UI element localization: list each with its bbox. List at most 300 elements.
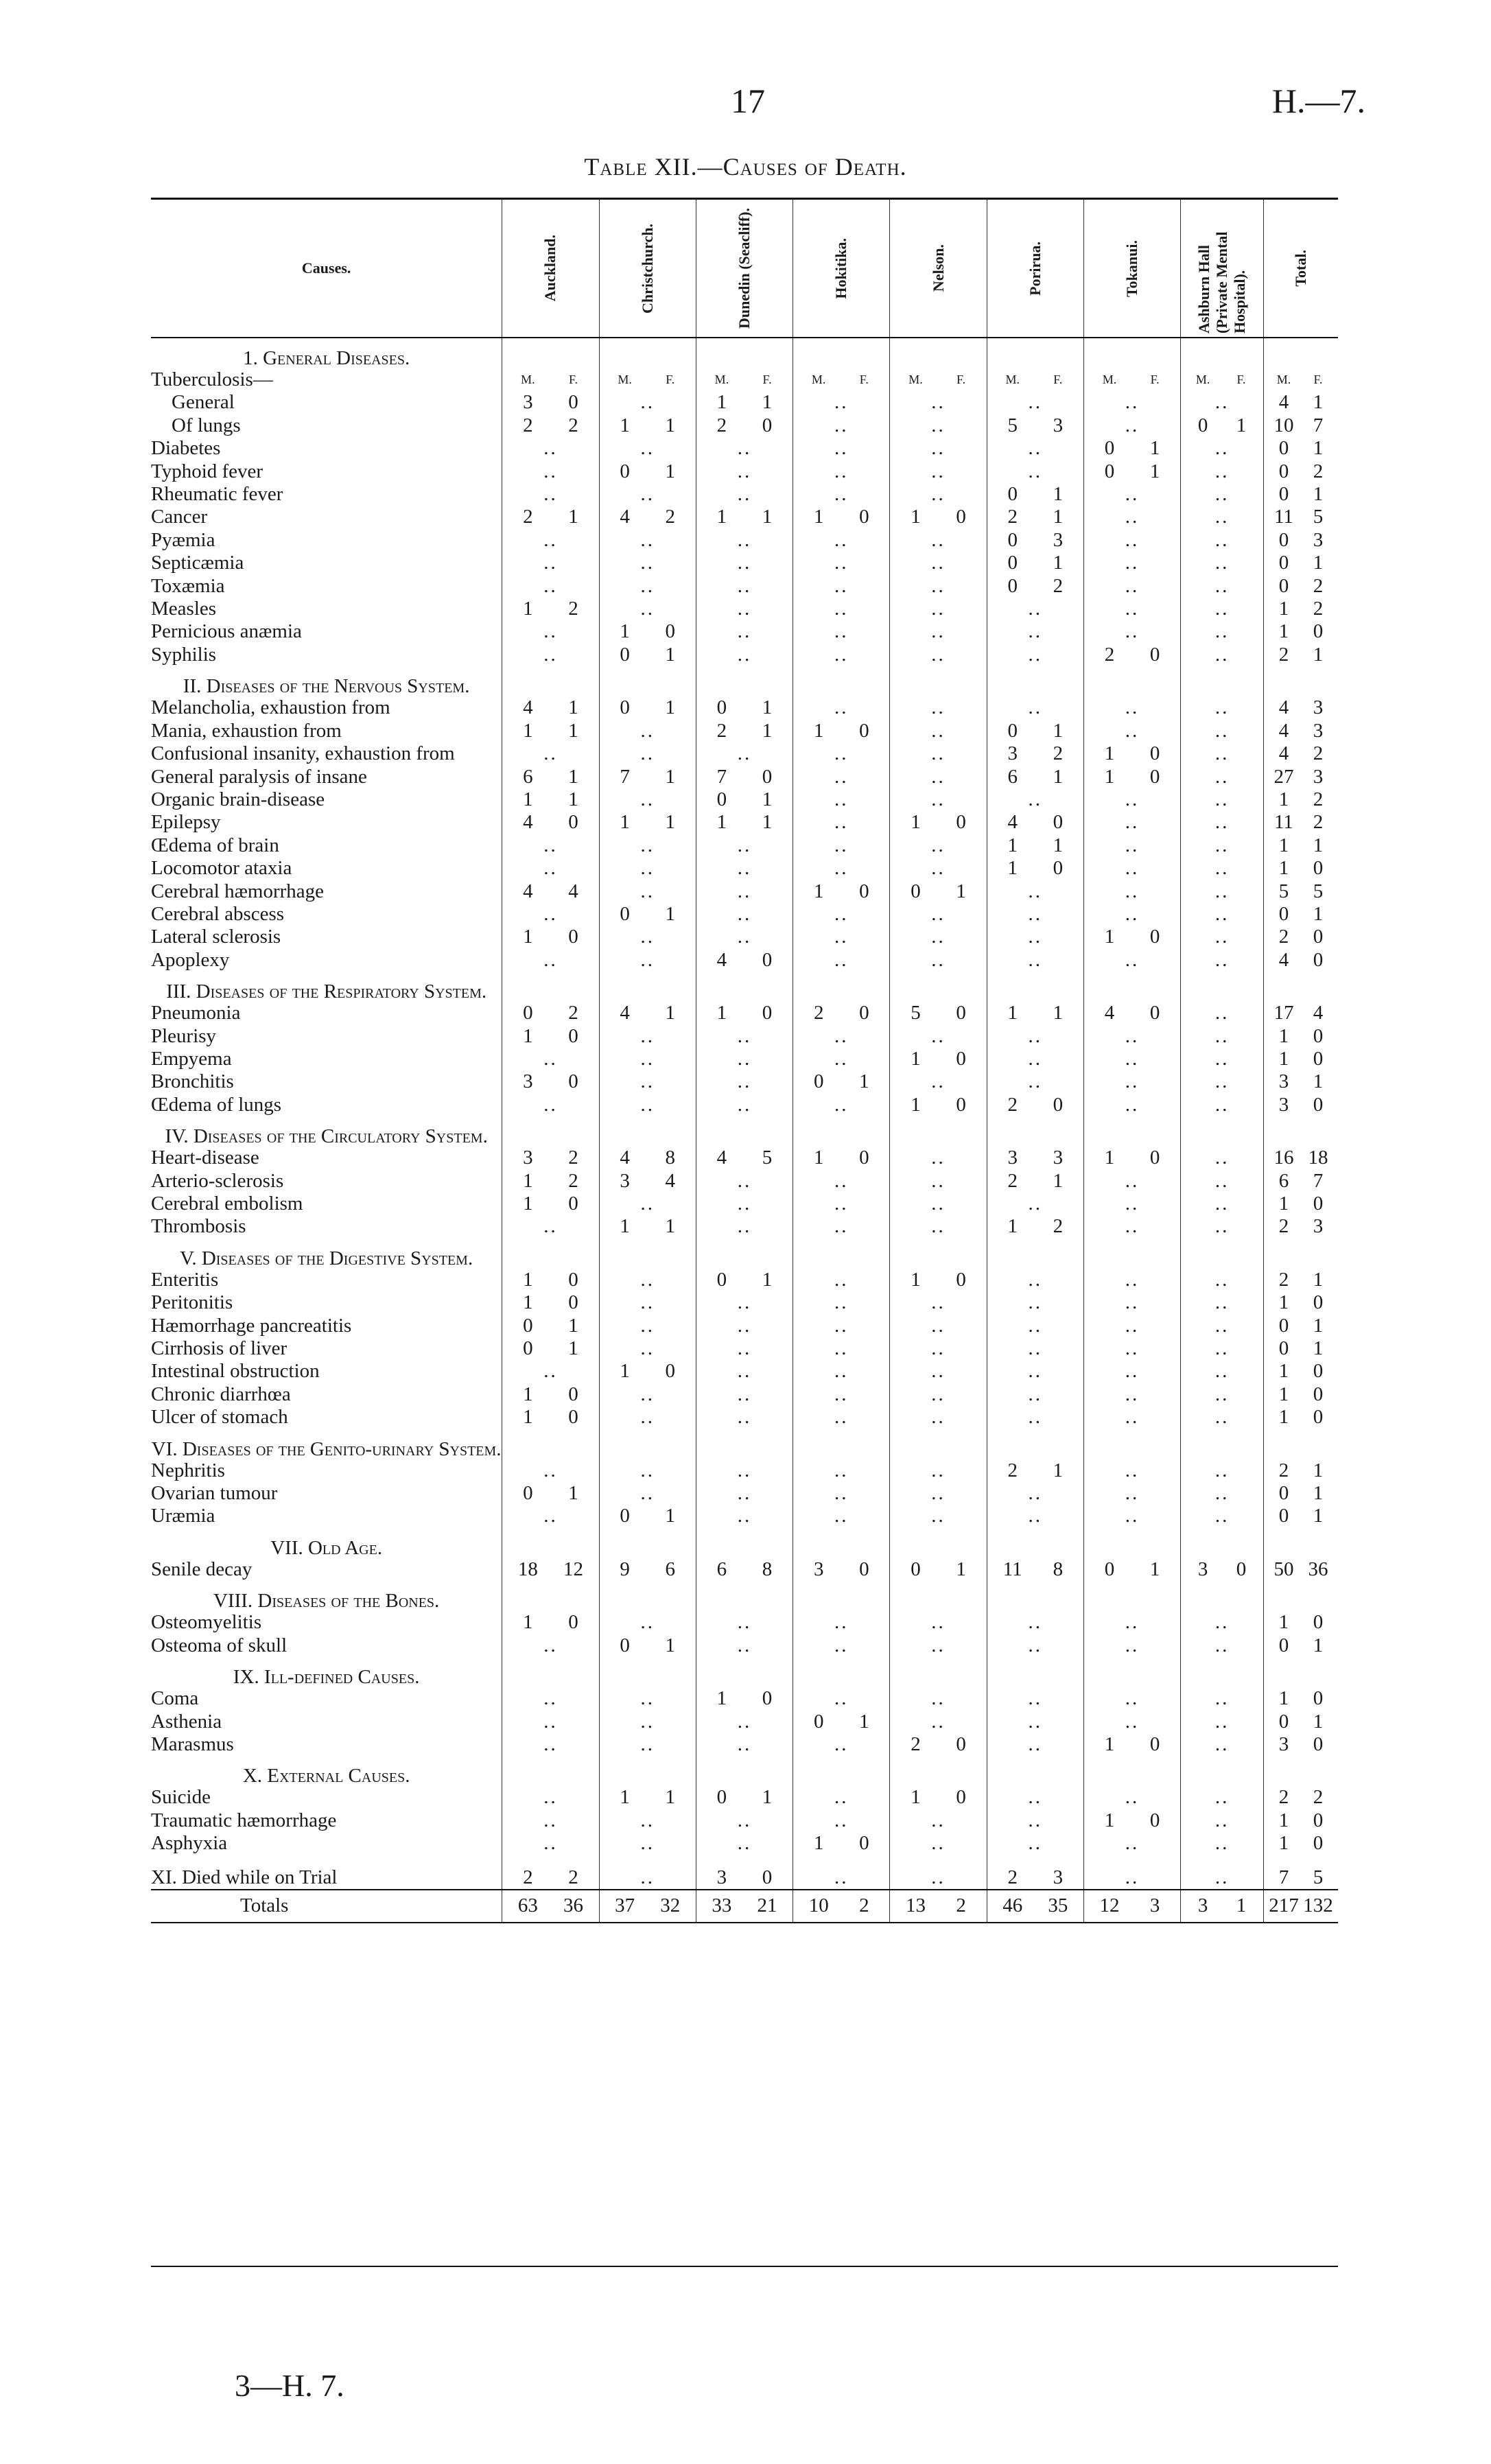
male-count: 1	[911, 1093, 921, 1116]
no-entry-dots: ..	[640, 1611, 655, 1634]
female-count: 1	[665, 696, 676, 719]
mf-value-pair	[600, 1482, 696, 1505]
table-row	[151, 1147, 1338, 1169]
mf-value-pair	[600, 620, 696, 643]
no-entry-dots: ..	[1214, 926, 1230, 948]
value-cell	[1083, 1383, 1180, 1406]
no-entry-dots: ..	[1214, 1093, 1230, 1116]
female-count: 0	[568, 1024, 578, 1047]
no-entry-dots: ..	[737, 1406, 752, 1429]
value-cell	[890, 720, 987, 742]
value-cell	[987, 857, 1083, 880]
value-cell	[599, 903, 696, 926]
female-count: 2	[1313, 460, 1324, 482]
female-count: 1	[1149, 1558, 1160, 1580]
mf-value-pair	[696, 1505, 793, 1527]
value-cell	[890, 903, 987, 926]
female-count: 0	[762, 414, 773, 436]
mf-value-pair	[502, 1832, 598, 1855]
mf-value-pair	[890, 1002, 986, 1024]
mf-value-pair	[696, 1002, 793, 1024]
value-cell	[987, 1193, 1083, 1215]
female-count: 1	[762, 1786, 773, 1809]
cause-label: Osteomyelitis	[151, 1611, 262, 1634]
male-count: 2	[1007, 1866, 1018, 1888]
mf-value-pair	[600, 834, 696, 857]
value-cell	[1263, 1215, 1338, 1238]
mf-value-pair	[793, 1383, 889, 1406]
no-entry-dots: ..	[1214, 765, 1230, 788]
table-row	[151, 414, 1338, 437]
no-entry-dots: ..	[834, 948, 849, 971]
no-entry-dots: ..	[737, 1047, 752, 1070]
male-count: 0	[523, 1482, 533, 1505]
no-entry-dots: ..	[1028, 620, 1043, 643]
value-cell	[1263, 1711, 1338, 1733]
value-cell	[502, 834, 599, 857]
no-entry-dots: ..	[640, 437, 655, 460]
mf-value-pair	[890, 1832, 986, 1855]
mf-value-pair	[600, 1634, 696, 1657]
section-row	[151, 1657, 1338, 1687]
no-entry-dots: ..	[737, 483, 752, 506]
mf-value-pair	[987, 437, 1083, 460]
section-heading: III. Diseases of the Respiratory System.	[166, 981, 487, 1003]
value-cell	[696, 1048, 793, 1070]
female-count: 36	[1308, 1558, 1328, 1580]
female-count: 1	[1053, 834, 1064, 856]
empty-cell	[987, 1429, 1083, 1459]
cause-label: Confusional insanity, exhaustion from	[151, 742, 455, 765]
mf-header-cell	[599, 368, 696, 391]
female-label: F.	[859, 373, 869, 386]
value-cell	[793, 766, 890, 788]
female-count: 1	[762, 391, 773, 414]
table-row	[151, 1094, 1338, 1116]
value-cell	[696, 1215, 793, 1238]
value-cell	[987, 1269, 1083, 1291]
mf-value-pair	[890, 1459, 986, 1482]
male-count: 1	[1278, 1809, 1289, 1831]
mf-value-pair	[1264, 1002, 1338, 1024]
no-entry-dots: ..	[1214, 1634, 1230, 1656]
female-count: 1	[762, 719, 773, 742]
value-cell	[987, 1733, 1083, 1756]
no-entry-dots: ..	[1125, 1360, 1140, 1383]
value-cell	[1083, 1866, 1180, 1890]
no-entry-dots: ..	[1028, 1291, 1043, 1314]
female-count: 1	[1053, 552, 1064, 574]
value-cell	[599, 1048, 696, 1070]
value-cell	[1083, 1611, 1180, 1634]
mf-value-pair	[502, 1687, 598, 1710]
table-row	[151, 1866, 1338, 1890]
no-entry-dots: ..	[834, 1093, 849, 1116]
male-count: 1	[1278, 620, 1289, 643]
value-cell	[793, 552, 890, 574]
male-count: 3	[523, 1147, 533, 1169]
no-entry-dots: ..	[834, 1169, 849, 1192]
table-row	[151, 1291, 1338, 1314]
male-count: 4	[620, 1147, 630, 1169]
female-count: 0	[1149, 742, 1160, 765]
mf-value-pair	[890, 834, 986, 857]
female-count: 3	[1053, 414, 1064, 436]
no-entry-dots: ..	[834, 857, 849, 880]
mf-value-pair	[793, 1406, 889, 1429]
empty-cell	[599, 1756, 696, 1786]
male-count: 0	[1278, 1314, 1289, 1337]
mf-value-pair	[600, 437, 696, 460]
value-cell	[987, 506, 1083, 528]
female-count: 0	[1313, 1832, 1324, 1855]
value-cell	[793, 1215, 890, 1238]
mf-value-pair	[890, 720, 986, 742]
mf-value-pair	[1181, 575, 1263, 598]
male-count: 1	[523, 598, 533, 620]
female-count: 2	[859, 1894, 869, 1917]
table-body	[151, 338, 1338, 1923]
column-header-auckland: Auckland.	[502, 199, 599, 338]
empty-cell	[502, 1581, 599, 1611]
female-count: 1	[568, 719, 578, 742]
mf-value-pair	[1181, 720, 1263, 742]
male-count: 1	[620, 1360, 630, 1383]
no-entry-dots: ..	[1028, 1047, 1043, 1070]
male-count: 2	[911, 1733, 921, 1755]
mf-value-pair	[696, 1832, 793, 1855]
value-cell	[696, 1406, 793, 1429]
male-count: 1	[523, 1291, 533, 1314]
mf-value-pair	[600, 1147, 696, 1169]
table-row	[151, 437, 1338, 460]
mf-value-pair	[793, 437, 889, 460]
value-cell	[502, 949, 599, 972]
value-cell	[696, 1269, 793, 1291]
value-cell	[987, 811, 1083, 834]
no-entry-dots: ..	[1125, 1093, 1140, 1116]
value-cell	[502, 1866, 599, 1890]
no-entry-dots: ..	[1125, 1070, 1140, 1093]
value-cell	[987, 529, 1083, 552]
no-entry-dots: ..	[1125, 1459, 1140, 1481]
female-count: 6	[665, 1558, 676, 1580]
mf-value-pair	[1264, 1505, 1338, 1527]
mf-value-pair	[793, 598, 889, 620]
mf-pair	[987, 368, 1083, 391]
mf-value-pair	[1181, 949, 1263, 972]
mf-value-pair	[1181, 1048, 1263, 1070]
mf-value-pair	[600, 1505, 696, 1527]
mf-value-pair	[1084, 529, 1180, 552]
male-count: 2	[1007, 1459, 1018, 1481]
no-entry-dots: ..	[931, 1710, 946, 1733]
value-cell	[1181, 1558, 1264, 1581]
mf-value-pair	[987, 926, 1083, 948]
mf-value-pair	[1181, 529, 1263, 552]
mf-value-pair	[502, 1002, 598, 1024]
value-cell	[1083, 1337, 1180, 1360]
totals-row	[151, 1890, 1338, 1923]
female-count: 21	[757, 1894, 777, 1917]
empty-cell	[987, 972, 1083, 1002]
male-count: 5	[1278, 880, 1289, 902]
value-cell	[793, 1147, 890, 1169]
mf-value-pair	[600, 811, 696, 834]
mf-value-pair	[1084, 1360, 1180, 1383]
mf-value-pair	[600, 1360, 696, 1383]
mf-value-pair	[696, 1687, 793, 1710]
mf-value-pair	[1181, 1786, 1263, 1809]
value-cell	[1263, 1383, 1338, 1406]
value-cell	[599, 575, 696, 598]
mf-value-pair	[793, 1505, 889, 1527]
value-cell	[1181, 926, 1264, 948]
value-cell	[1181, 857, 1264, 880]
female-count: 1	[665, 765, 676, 788]
mf-value-pair	[793, 506, 889, 528]
mf-value-pair	[1181, 1170, 1263, 1193]
female-count: 2	[1313, 811, 1324, 834]
cause-label: Marasmus	[151, 1733, 234, 1755]
mf-value-pair	[696, 1215, 793, 1238]
value-cell	[1083, 1687, 1180, 1710]
no-entry-dots: ..	[931, 902, 946, 925]
mf-value-pair	[1181, 1269, 1263, 1291]
female-count: 1	[665, 414, 676, 436]
female-count: 1	[665, 643, 676, 666]
mf-value-pair	[793, 788, 889, 811]
no-entry-dots: ..	[1028, 1360, 1043, 1383]
male-count: 1	[813, 1832, 824, 1855]
male-count: 0	[1007, 552, 1018, 574]
mf-value-pair	[987, 1894, 1083, 1917]
female-count: 1	[859, 1070, 869, 1093]
cause-label: Diabetes	[151, 437, 221, 460]
male-count: 1	[523, 1268, 533, 1291]
female-count: 0	[859, 1558, 869, 1580]
mf-value-pair	[502, 811, 598, 834]
mf-value-pair	[1181, 880, 1263, 903]
mf-value-pair	[696, 1315, 793, 1337]
value-cell	[987, 1687, 1083, 1710]
no-entry-dots: ..	[737, 1611, 752, 1634]
no-entry-dots: ..	[1028, 788, 1043, 810]
no-entry-dots: ..	[737, 620, 752, 643]
empty-cell	[987, 1657, 1083, 1687]
no-entry-dots: ..	[1125, 1024, 1140, 1047]
mf-value-pair	[793, 529, 889, 552]
value-cell	[890, 834, 987, 857]
empty-cell	[1263, 1756, 1338, 1786]
mf-value-pair	[987, 742, 1083, 765]
mf-value-pair	[696, 575, 793, 598]
mf-value-pair	[502, 506, 598, 528]
mf-value-pair	[1264, 1269, 1338, 1291]
mf-value-pair	[1181, 460, 1263, 483]
mf-value-pair	[1264, 1048, 1338, 1070]
mf-value-pair	[502, 1070, 598, 1093]
mf-value-pair	[1264, 766, 1338, 788]
male-count: 4	[716, 1147, 727, 1169]
value-cell	[1083, 620, 1180, 643]
value-cell	[1181, 788, 1264, 811]
mf-value-pair	[696, 620, 793, 643]
no-entry-dots: ..	[1214, 1147, 1230, 1169]
male-count: 1	[523, 1383, 533, 1405]
mf-value-pair	[600, 696, 696, 719]
female-count: 0	[956, 1002, 966, 1024]
mf-value-pair	[1264, 1634, 1338, 1657]
value-cell	[502, 1360, 599, 1383]
column-header-nelson: Nelson.	[890, 199, 987, 338]
mf-value-pair	[987, 1406, 1083, 1429]
female-count: 0	[665, 620, 676, 643]
mf-value-pair	[502, 529, 598, 552]
female-count: 1	[568, 765, 578, 788]
no-entry-dots: ..	[1028, 948, 1043, 971]
female-count: 0	[859, 506, 869, 528]
value-cell	[502, 1048, 599, 1070]
value-cell	[1083, 1482, 1180, 1505]
no-entry-dots: ..	[1125, 902, 1140, 925]
value-cell	[1263, 506, 1338, 528]
value-cell	[890, 391, 987, 414]
no-entry-dots: ..	[834, 1047, 849, 1070]
table-row	[151, 1611, 1338, 1634]
column-header-dunedin: Dunedin (Seacliff).	[696, 199, 793, 338]
table-row	[151, 788, 1338, 811]
mf-value-pair	[502, 1611, 598, 1634]
no-entry-dots: ..	[834, 1193, 849, 1215]
value-cell	[793, 1337, 890, 1360]
mf-value-pair	[1181, 1193, 1263, 1215]
value-cell	[1083, 1505, 1180, 1527]
no-entry-dots: ..	[931, 437, 946, 460]
mf-value-pair	[502, 1558, 598, 1581]
value-cell	[987, 1634, 1083, 1657]
male-label: M.	[1276, 373, 1291, 386]
empty-cell	[1181, 1429, 1264, 1459]
value-cell	[599, 1337, 696, 1360]
mf-value-pair	[793, 766, 889, 788]
mf-value-pair	[793, 1360, 889, 1383]
no-entry-dots: ..	[1214, 948, 1230, 971]
male-count: 2	[1278, 1786, 1289, 1809]
mf-value-pair	[1084, 1505, 1180, 1527]
no-entry-dots: ..	[1214, 1215, 1230, 1238]
empty-cell	[696, 1657, 793, 1687]
value-cell	[1181, 1809, 1264, 1832]
female-count: 3	[1149, 1894, 1160, 1917]
female-count: 1	[1313, 1482, 1324, 1505]
female-count: 1	[568, 1314, 578, 1337]
value-cell	[987, 1809, 1083, 1832]
no-entry-dots: ..	[1214, 1611, 1230, 1634]
cause-label: Pyæmia	[151, 528, 215, 551]
value-cell	[599, 1215, 696, 1238]
value-cell	[890, 1459, 987, 1482]
cause-label: Locomotor ataxia	[151, 857, 292, 880]
value-cell	[1181, 1890, 1264, 1923]
no-entry-dots: ..	[931, 719, 946, 742]
cause-label: Ovarian tumour	[151, 1482, 278, 1505]
mf-value-pair	[1264, 552, 1338, 574]
no-entry-dots: ..	[1214, 811, 1230, 834]
mf-value-pair	[890, 696, 986, 719]
male-count: 1	[1278, 1687, 1289, 1710]
mf-value-pair	[1264, 1809, 1338, 1832]
section-heading: 1. General Diseases.	[243, 347, 410, 369]
mf-value-pair	[600, 575, 696, 598]
value-cell	[599, 720, 696, 742]
value-cell	[599, 857, 696, 880]
no-entry-dots: ..	[1125, 948, 1140, 971]
mf-value-pair	[502, 1147, 598, 1169]
value-cell	[502, 414, 599, 437]
male-count: 17	[1273, 1002, 1294, 1024]
value-cell	[696, 1094, 793, 1116]
value-cell	[1263, 1406, 1338, 1429]
female-count: 0	[1236, 1558, 1247, 1580]
value-cell	[1181, 1459, 1264, 1482]
no-entry-dots: ..	[543, 948, 558, 971]
empty-cell	[696, 1756, 793, 1786]
mf-value-pair	[890, 788, 986, 811]
female-count: 0	[1313, 1383, 1324, 1405]
no-entry-dots: ..	[1028, 696, 1043, 719]
female-count: 0	[956, 1093, 966, 1116]
no-entry-dots: ..	[931, 788, 946, 810]
male-count: 1	[1007, 1002, 1018, 1024]
value-cell	[1181, 644, 1264, 666]
mf-value-pair	[1084, 552, 1180, 574]
male-count: 11	[1274, 811, 1293, 834]
value-cell	[502, 391, 599, 414]
mf-value-pair	[696, 391, 793, 414]
empty-cell	[890, 1116, 987, 1147]
no-entry-dots: ..	[737, 1383, 752, 1405]
no-entry-dots: ..	[737, 834, 752, 856]
value-cell	[1263, 391, 1338, 414]
empty-cell	[793, 1429, 890, 1459]
mf-value-pair	[1181, 483, 1263, 506]
value-cell	[987, 903, 1083, 926]
value-cell	[1181, 1866, 1264, 1890]
value-cell	[696, 483, 793, 506]
mf-value-pair	[600, 506, 696, 528]
value-cell	[1263, 1809, 1338, 1832]
cause-label: Typhoid fever	[151, 460, 263, 482]
value-cell	[890, 437, 987, 460]
mf-value-pair	[1264, 880, 1338, 903]
male-count: 1	[911, 1047, 921, 1070]
mf-value-pair	[890, 529, 986, 552]
mf-value-pair	[696, 1383, 793, 1406]
male-count: 1	[716, 391, 727, 414]
no-entry-dots: ..	[737, 437, 752, 460]
value-cell	[1083, 1291, 1180, 1314]
no-entry-dots: ..	[543, 1459, 558, 1481]
value-cell	[599, 483, 696, 506]
causes-of-death-table	[151, 198, 1338, 1923]
male-label: M.	[521, 373, 535, 386]
mf-value-pair	[1181, 1505, 1263, 1527]
no-entry-dots: ..	[640, 1482, 655, 1505]
mf-value-pair	[1084, 720, 1180, 742]
mf-value-pair	[502, 880, 598, 903]
section-row	[151, 1116, 1338, 1147]
